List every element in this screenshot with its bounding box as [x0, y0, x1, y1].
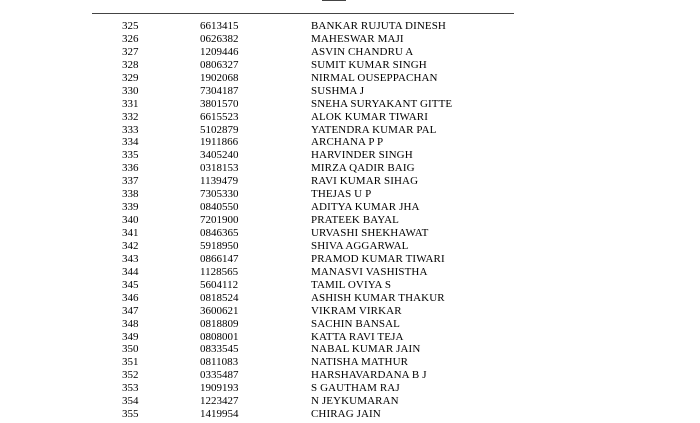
serial-number: 342 — [122, 239, 139, 252]
table-row — [0, 343, 700, 356]
serial-number: 340 — [122, 214, 139, 227]
serial-number: 344 — [122, 265, 139, 278]
candidate-name: NATISHA MATHUR — [311, 356, 409, 369]
candidate-name: ASHISH KUMAR THAKUR — [311, 291, 445, 304]
candidate-name: SNEHA SURYAKANT GITTE — [311, 97, 453, 110]
serial-number: 328 — [122, 58, 139, 71]
table-row — [0, 33, 700, 46]
table-row — [0, 59, 700, 72]
roll-number: 0833545 — [200, 343, 239, 356]
roll-number: 7305330 — [200, 188, 239, 201]
candidate-name: HARVINDER SINGH — [311, 149, 413, 162]
serial-number: 329 — [122, 71, 139, 84]
candidate-name: MIRZA QADIR BAIG — [311, 162, 415, 175]
serial-number: 338 — [122, 188, 139, 201]
candidate-name: VIKRAM VIRKAR — [311, 304, 402, 317]
table-row — [0, 201, 700, 214]
roll-number: 1209446 — [200, 45, 239, 58]
roll-number: 1909193 — [200, 382, 239, 395]
table-row — [0, 20, 700, 33]
serial-number: 331 — [122, 97, 139, 110]
candidate-name: NIRMAL OUSEPPACHAN — [311, 71, 438, 84]
table-row — [0, 162, 700, 175]
roll-number: 3801570 — [200, 97, 239, 110]
roll-number: 3600621 — [200, 304, 239, 317]
serial-number: 348 — [122, 317, 139, 330]
candidate-name: TAMIL OVIYA S — [311, 278, 392, 291]
table-row — [0, 292, 700, 305]
table-row — [0, 331, 700, 344]
roll-number: 1911866 — [200, 136, 239, 149]
candidate-name: SUMIT KUMAR SINGH — [311, 58, 427, 71]
candidate-name: BANKAR RUJUTA DINESH — [311, 20, 446, 32]
candidate-name: THEJAS U P — [311, 188, 372, 201]
table-row — [0, 395, 700, 408]
serial-number: 353 — [122, 382, 139, 395]
table-row — [0, 318, 700, 331]
roll-number: 0335487 — [200, 369, 239, 382]
serial-number: 346 — [122, 291, 139, 304]
table-row — [0, 369, 700, 382]
candidate-name: SHIVA AGGARWAL — [311, 239, 409, 252]
table-row — [0, 124, 700, 137]
roll-number: 1223427 — [200, 395, 239, 408]
table-row — [0, 408, 700, 421]
serial-number: 350 — [122, 343, 139, 356]
serial-number: 347 — [122, 304, 139, 317]
serial-number: 339 — [122, 201, 139, 214]
candidate-name: PRATEEK BAYAL — [311, 214, 399, 227]
candidate-name: KATTA RAVI TEJA — [311, 330, 404, 343]
roll-number: 0818809 — [200, 317, 239, 330]
candidate-name: SUSHMA J — [311, 84, 365, 97]
table-row — [0, 98, 700, 111]
roll-number: 6613415 — [200, 20, 239, 32]
candidate-name: MANASVI VASHISTHA — [311, 265, 428, 278]
table-row — [0, 85, 700, 98]
candidate-name: ARCHANA P P — [311, 136, 384, 149]
serial-number: 355 — [122, 408, 139, 421]
table-row — [0, 227, 700, 240]
candidate-name: N JEYKUMARAN — [311, 395, 399, 408]
roll-number: 0840550 — [200, 201, 239, 214]
table-row — [0, 46, 700, 59]
serial-number: 333 — [122, 123, 139, 136]
roll-number: 3405240 — [200, 149, 239, 162]
serial-number: 335 — [122, 149, 139, 162]
table-row — [0, 175, 700, 188]
candidate-name: ASVIN CHANDRU A — [311, 45, 414, 58]
roll-number: 5918950 — [200, 239, 239, 252]
roll-number: 1902068 — [200, 71, 239, 84]
table-row — [0, 356, 700, 369]
serial-number: 330 — [122, 84, 139, 97]
serial-number: 351 — [122, 356, 139, 369]
roll-number: 0846365 — [200, 227, 239, 239]
roll-number: 1139479 — [200, 175, 239, 188]
table-row — [0, 253, 700, 266]
roll-number: 0808001 — [200, 330, 239, 343]
serial-number: 349 — [122, 330, 139, 343]
serial-number: 332 — [122, 110, 139, 123]
candidate-name: ADITYA KUMAR JHA — [311, 201, 420, 214]
candidate-name: YATENDRA KUMAR PAL — [311, 123, 437, 136]
results-table — [0, 20, 700, 421]
table-row — [0, 240, 700, 253]
candidate-name: ALOK KUMAR TIWARI — [311, 110, 428, 123]
roll-number: 0811083 — [200, 356, 239, 369]
serial-number: 325 — [122, 20, 139, 32]
header-rule — [92, 13, 514, 14]
serial-number: 354 — [122, 395, 139, 408]
table-row — [0, 214, 700, 227]
serial-number: 327 — [122, 45, 139, 58]
roll-number: 7201900 — [200, 214, 239, 227]
candidate-name: PRAMOD KUMAR TIWARI — [311, 252, 445, 265]
candidate-name: S GAUTHAM RAJ — [311, 382, 400, 395]
serial-number: 352 — [122, 369, 139, 382]
roll-number: 0318153 — [200, 162, 239, 175]
candidate-name: RAVI KUMAR SIHAG — [311, 175, 419, 188]
table-row — [0, 136, 700, 149]
roll-number: 0866147 — [200, 252, 239, 265]
serial-number: 341 — [122, 227, 139, 239]
candidate-name: MAHESWAR MAJI — [311, 32, 404, 45]
candidate-name: NABAL KUMAR JAIN — [311, 343, 421, 356]
table-row — [0, 382, 700, 395]
serial-number: 345 — [122, 278, 139, 291]
table-row — [0, 149, 700, 162]
serial-number: 326 — [122, 32, 139, 45]
serial-number: 337 — [122, 175, 139, 188]
table-row — [0, 188, 700, 201]
roll-number: 0818524 — [200, 291, 239, 304]
header-rule-mark — [322, 0, 346, 1]
roll-number: 1128565 — [200, 265, 239, 278]
table-row — [0, 72, 700, 85]
roll-number: 5604112 — [200, 278, 239, 291]
candidate-name: HARSHAVARDANA B J — [311, 369, 427, 382]
candidate-name: URVASHI SHEKHAWAT — [311, 227, 429, 239]
table-row — [0, 279, 700, 292]
roll-number: 0806327 — [200, 58, 239, 71]
table-row — [0, 305, 700, 318]
serial-number: 336 — [122, 162, 139, 175]
serial-number: 343 — [122, 252, 139, 265]
roll-number: 6615523 — [200, 110, 239, 123]
table-row — [0, 111, 700, 124]
roll-number: 7304187 — [200, 84, 239, 97]
serial-number: 334 — [122, 136, 139, 149]
roll-number: 5102879 — [200, 123, 239, 136]
candidate-name: CHIRAG JAIN — [311, 408, 381, 421]
roll-number: 0626382 — [200, 32, 239, 45]
roll-number: 1419954 — [200, 408, 239, 421]
table-row — [0, 266, 700, 279]
candidate-name: SACHIN BANSAL — [311, 317, 401, 330]
